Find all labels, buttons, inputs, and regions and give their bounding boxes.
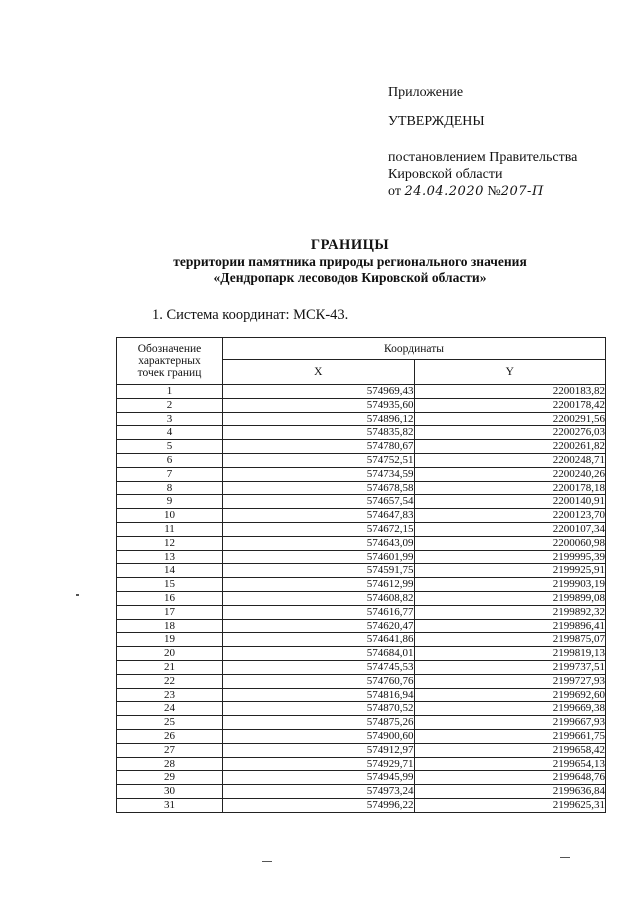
table-row — [117, 716, 606, 730]
table-row — [117, 785, 606, 799]
table-row — [117, 674, 606, 688]
x-coordinate-cell: 574875,26 — [223, 716, 415, 730]
approval-block — [388, 84, 628, 200]
table-row — [117, 536, 606, 550]
x-coordinate-cell: 574745,53 — [223, 660, 415, 674]
table-row — [117, 591, 606, 605]
boundary-coordinates-table — [116, 337, 606, 813]
coordinates-table-body — [117, 385, 606, 813]
y-coordinate-cell: 2199669,38 — [414, 702, 606, 716]
y-coordinate-cell: 2199925,91 — [414, 564, 606, 578]
table-row — [117, 688, 606, 702]
y-coordinate-cell: 2200140,91 — [414, 495, 606, 509]
x-coordinate-cell: 574620,47 — [223, 619, 415, 633]
point-number-cell: 31 — [117, 798, 223, 812]
x-coordinate-cell: 574945,99 — [223, 771, 415, 785]
x-coordinate-cell: 574608,82 — [223, 591, 415, 605]
point-number-cell: 14 — [117, 564, 223, 578]
table-row — [117, 578, 606, 592]
point-number-cell: 4 — [117, 426, 223, 440]
point-number-cell: 3 — [117, 412, 223, 426]
scan-artifact — [560, 857, 570, 858]
x-coordinate-cell: 574591,75 — [223, 564, 415, 578]
document-title: ГРАНИЦЫ — [310, 237, 390, 253]
y-coordinate-cell: 2199892,32 — [414, 605, 606, 619]
table-row — [117, 453, 606, 467]
document-heading — [60, 237, 640, 286]
table-row — [117, 412, 606, 426]
table-row — [117, 522, 606, 536]
point-number-cell: 5 — [117, 440, 223, 454]
x-coordinate-cell: 574780,67 — [223, 440, 415, 454]
x-coordinate-cell: 574647,83 — [223, 509, 415, 523]
y-coordinate-cell: 2200276,03 — [414, 426, 606, 440]
y-coordinate-cell: 2199648,76 — [414, 771, 606, 785]
y-coordinate-cell: 2199819,13 — [414, 647, 606, 661]
table-row — [117, 481, 606, 495]
y-coordinate-cell: 2200240,26 — [414, 467, 606, 481]
table-row — [117, 660, 606, 674]
x-coordinate-cell: 574616,77 — [223, 605, 415, 619]
table-row — [117, 467, 606, 481]
x-coordinate-cell: 574752,51 — [223, 453, 415, 467]
y-coordinate-cell: 2199737,51 — [414, 660, 606, 674]
y-coordinate-cell: 2200183,82 — [414, 385, 606, 399]
y-coordinate-cell: 2199625,31 — [414, 798, 606, 812]
point-number-cell: 19 — [117, 633, 223, 647]
scan-artifact — [76, 594, 79, 596]
x-coordinate-cell: 574684,01 — [223, 647, 415, 661]
decree-line-2: Кировской области — [388, 167, 503, 182]
table-row — [117, 426, 606, 440]
date-prefix: от — [388, 184, 401, 199]
y-coordinate-cell: 2199658,42 — [414, 743, 606, 757]
table-row — [117, 798, 606, 812]
y-coordinate-cell: 2199667,93 — [414, 716, 606, 730]
header-x: X — [223, 360, 415, 385]
x-coordinate-cell: 574657,54 — [223, 495, 415, 509]
x-coordinate-cell: 574896,12 — [223, 412, 415, 426]
table-row — [117, 440, 606, 454]
document-subtitle-line-2: «Дендропарк лесоводов Кировской области» — [213, 270, 487, 285]
header-boundary-points: Обозначение характерных точек границ — [117, 338, 223, 385]
x-coordinate-cell: 574973,24 — [223, 785, 415, 799]
y-coordinate-cell: 2199661,75 — [414, 729, 606, 743]
point-number-cell: 1 — [117, 385, 223, 399]
x-coordinate-cell: 574835,82 — [223, 426, 415, 440]
x-coordinate-cell: 574929,71 — [223, 757, 415, 771]
table-row — [117, 743, 606, 757]
y-coordinate-cell: 2200178,42 — [414, 398, 606, 412]
point-number-cell: 17 — [117, 605, 223, 619]
table-row — [117, 550, 606, 564]
coordinate-system-label: 1. Система координат: МСК-43. — [152, 307, 349, 323]
table-row — [117, 564, 606, 578]
table-row — [117, 509, 606, 523]
table-row — [117, 702, 606, 716]
x-coordinate-cell: 574734,59 — [223, 467, 415, 481]
point-number-cell: 23 — [117, 688, 223, 702]
point-number-cell: 21 — [117, 660, 223, 674]
handwritten-date: 24.04.2020 — [404, 184, 484, 199]
table-row — [117, 757, 606, 771]
y-coordinate-cell: 2199692,60 — [414, 688, 606, 702]
y-coordinate-cell: 2200261,82 — [414, 440, 606, 454]
y-coordinate-cell: 2200107,34 — [414, 522, 606, 536]
x-coordinate-cell: 574672,15 — [223, 522, 415, 536]
scan-artifact — [262, 861, 272, 862]
y-coordinate-cell: 2199654,13 — [414, 757, 606, 771]
y-coordinate-cell: 2199899,08 — [414, 591, 606, 605]
table-row — [117, 605, 606, 619]
point-number-cell: 29 — [117, 771, 223, 785]
table-row — [117, 633, 606, 647]
y-coordinate-cell: 2199875,07 — [414, 633, 606, 647]
header-y: Y — [414, 360, 606, 385]
header-coordinates: Координаты — [223, 338, 606, 360]
y-coordinate-cell: 2199903,19 — [414, 578, 606, 592]
approved-label: УТВЕРЖДЕНЫ — [388, 114, 485, 129]
table-row — [117, 495, 606, 509]
document-subtitle-line-1: территории памятника природы регионального значения — [173, 254, 527, 269]
point-number-cell: 26 — [117, 729, 223, 743]
x-coordinate-cell: 574678,58 — [223, 481, 415, 495]
table-row — [117, 385, 606, 399]
x-coordinate-cell: 574870,52 — [223, 702, 415, 716]
y-coordinate-cell: 2200248,71 — [414, 453, 606, 467]
x-coordinate-cell: 574643,09 — [223, 536, 415, 550]
y-coordinate-cell: 2199636,84 — [414, 785, 606, 799]
x-coordinate-cell: 574900,60 — [223, 729, 415, 743]
y-coordinate-cell: 2199727,93 — [414, 674, 606, 688]
y-coordinate-cell: 2200291,56 — [414, 412, 606, 426]
x-coordinate-cell: 574996,22 — [223, 798, 415, 812]
point-number-cell: 20 — [117, 647, 223, 661]
point-number-cell: 15 — [117, 578, 223, 592]
decree-date-line — [388, 183, 628, 200]
x-coordinate-cell: 574641,86 — [223, 633, 415, 647]
point-number-cell: 7 — [117, 467, 223, 481]
table-row — [117, 647, 606, 661]
point-number-cell: 28 — [117, 757, 223, 771]
point-number-cell: 6 — [117, 453, 223, 467]
table-row — [117, 619, 606, 633]
x-coordinate-cell: 574935,60 — [223, 398, 415, 412]
point-number-cell: 9 — [117, 495, 223, 509]
point-number-cell: 27 — [117, 743, 223, 757]
point-number-cell: 24 — [117, 702, 223, 716]
y-coordinate-cell: 2199896,41 — [414, 619, 606, 633]
x-coordinate-cell: 574760,76 — [223, 674, 415, 688]
point-number-cell: 18 — [117, 619, 223, 633]
point-number-cell: 22 — [117, 674, 223, 688]
point-number-cell: 2 — [117, 398, 223, 412]
x-coordinate-cell: 574969,43 — [223, 385, 415, 399]
decree-line-1: постановлением Правительства — [388, 150, 578, 165]
point-number-cell: 13 — [117, 550, 223, 564]
x-coordinate-cell: 574912,97 — [223, 743, 415, 757]
appendix-label: Приложение — [388, 85, 464, 100]
point-number-cell: 25 — [117, 716, 223, 730]
point-number-cell: 12 — [117, 536, 223, 550]
point-number-cell: 30 — [117, 785, 223, 799]
y-coordinate-cell: 2200060,98 — [414, 536, 606, 550]
x-coordinate-cell: 574601,99 — [223, 550, 415, 564]
y-coordinate-cell: 2199995,39 — [414, 550, 606, 564]
x-coordinate-cell: 574816,94 — [223, 688, 415, 702]
table-row — [117, 729, 606, 743]
y-coordinate-cell: 2200178,18 — [414, 481, 606, 495]
table-row — [117, 771, 606, 785]
point-number-cell: 11 — [117, 522, 223, 536]
point-number-cell: 8 — [117, 481, 223, 495]
table-row — [117, 398, 606, 412]
x-coordinate-cell: 574612,99 — [223, 578, 415, 592]
number-prefix: № — [487, 184, 501, 199]
point-number-cell: 16 — [117, 591, 223, 605]
y-coordinate-cell: 2200123,70 — [414, 509, 606, 523]
handwritten-number: 207-П — [500, 184, 544, 199]
point-number-cell: 10 — [117, 509, 223, 523]
